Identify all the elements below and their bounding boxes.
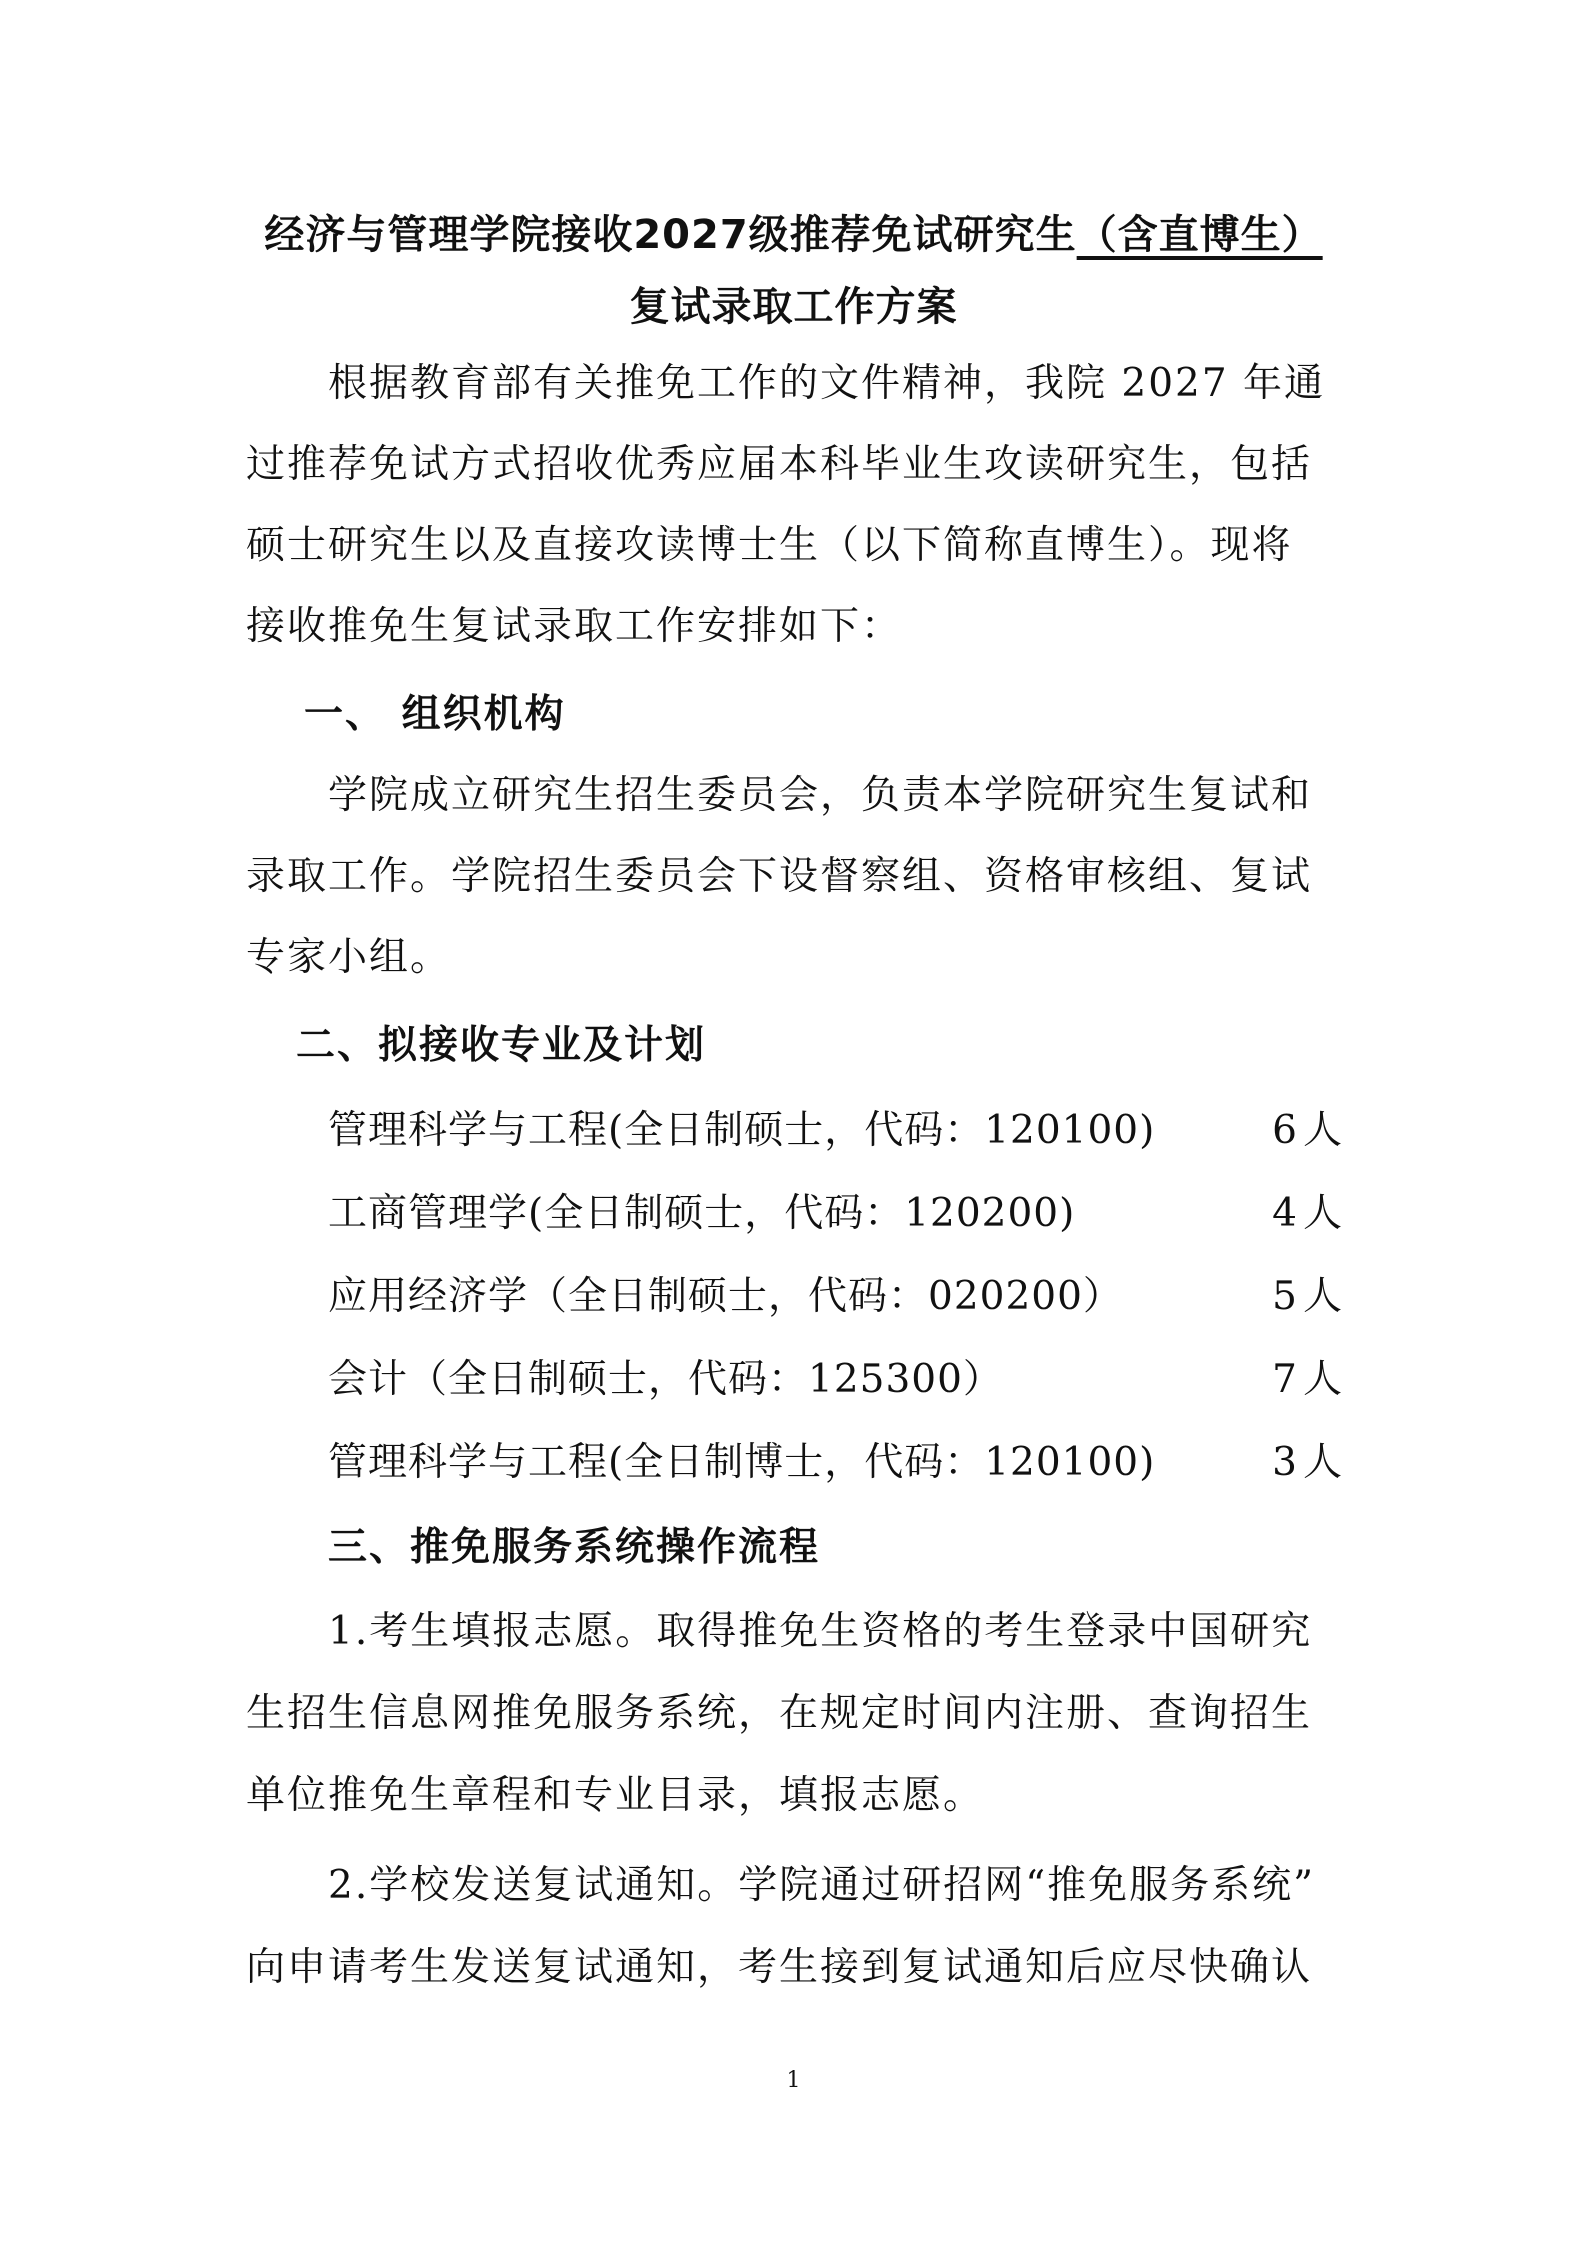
plan-program-name: 管理科学与工程(全日制博士，代码：120100)	[328, 1440, 1156, 1485]
document-title-line-1	[0, 211, 1587, 259]
plan-row	[328, 1356, 1348, 1404]
plan-row	[328, 1439, 1348, 1487]
plan-program-name: 应用经济学（全日制硕士，代码：020200）	[328, 1274, 1123, 1319]
section-3-item-1-line-1: 1.考生填报志愿。取得推免生资格的考生登录中国研究	[328, 1609, 1313, 1654]
plan-quota: 5人	[1272, 1274, 1348, 1319]
plan-quota: 6人	[1272, 1108, 1348, 1153]
section-1-line-2: 录取工作。学院招生委员会下设督察组、资格审核组、复试	[246, 854, 1313, 899]
plan-program-name: 工商管理学(全日制硕士，代码：120200)	[328, 1191, 1076, 1236]
title-main-text: 经济与管理学院接收2027级推荐免试研究生	[264, 212, 1077, 258]
section-3-heading: 三、推免服务系统操作流程	[328, 1525, 821, 1570]
section-3-item-2-line-2: 向申请考生发送复试通知，考生接到复试通知后应尽快确认	[246, 1945, 1313, 1990]
plan-program-name: 会计（全日制硕士，代码：125300）	[328, 1357, 1003, 1402]
plan-quota: 4人	[1272, 1191, 1348, 1236]
intro-line-3: 硕士研究生以及直接攻读博士生（以下简称直博生）。现将	[246, 523, 1293, 568]
plan-program-name: 管理科学与工程(全日制硕士，代码：120100)	[328, 1108, 1156, 1153]
intro-line-2: 过推荐免试方式招收优秀应届本科毕业生攻读研究生，包括	[246, 442, 1313, 487]
section-3-item-2-line-1: 2.学校发送复试通知。学院通过研招网“推免服务系统”	[328, 1863, 1316, 1908]
section-3-item-1-line-2: 生招生信息网推免服务系统，在规定时间内注册、查询招生	[246, 1691, 1313, 1736]
plan-quota: 7人	[1272, 1357, 1348, 1402]
intro-line-4: 接收推免生复试录取工作安排如下：	[246, 604, 903, 649]
section-2-heading: 二、拟接收专业及计划	[296, 1023, 707, 1068]
plan-row	[328, 1107, 1348, 1155]
section-1-heading: 一、 组织机构	[304, 692, 566, 737]
section-1-line-1: 学院成立研究生招生委员会，负责本学院研究生复试和	[328, 773, 1313, 818]
page-number: 1	[786, 2068, 801, 2093]
plan-row	[328, 1273, 1348, 1321]
section-3-item-1-line-3: 单位推免生章程和专业目录，填报志愿。	[246, 1773, 985, 1818]
plan-quota: 3人	[1272, 1440, 1348, 1485]
section-1-line-3: 专家小组。	[246, 935, 452, 980]
plan-row	[328, 1190, 1348, 1238]
title-underlined-text: （含直博生）	[1076, 212, 1323, 258]
intro-line-1: 根据教育部有关推免工作的文件精神，我院 2027 年通	[328, 361, 1326, 406]
document-title-line-2: 复试录取工作方案	[629, 284, 958, 330]
